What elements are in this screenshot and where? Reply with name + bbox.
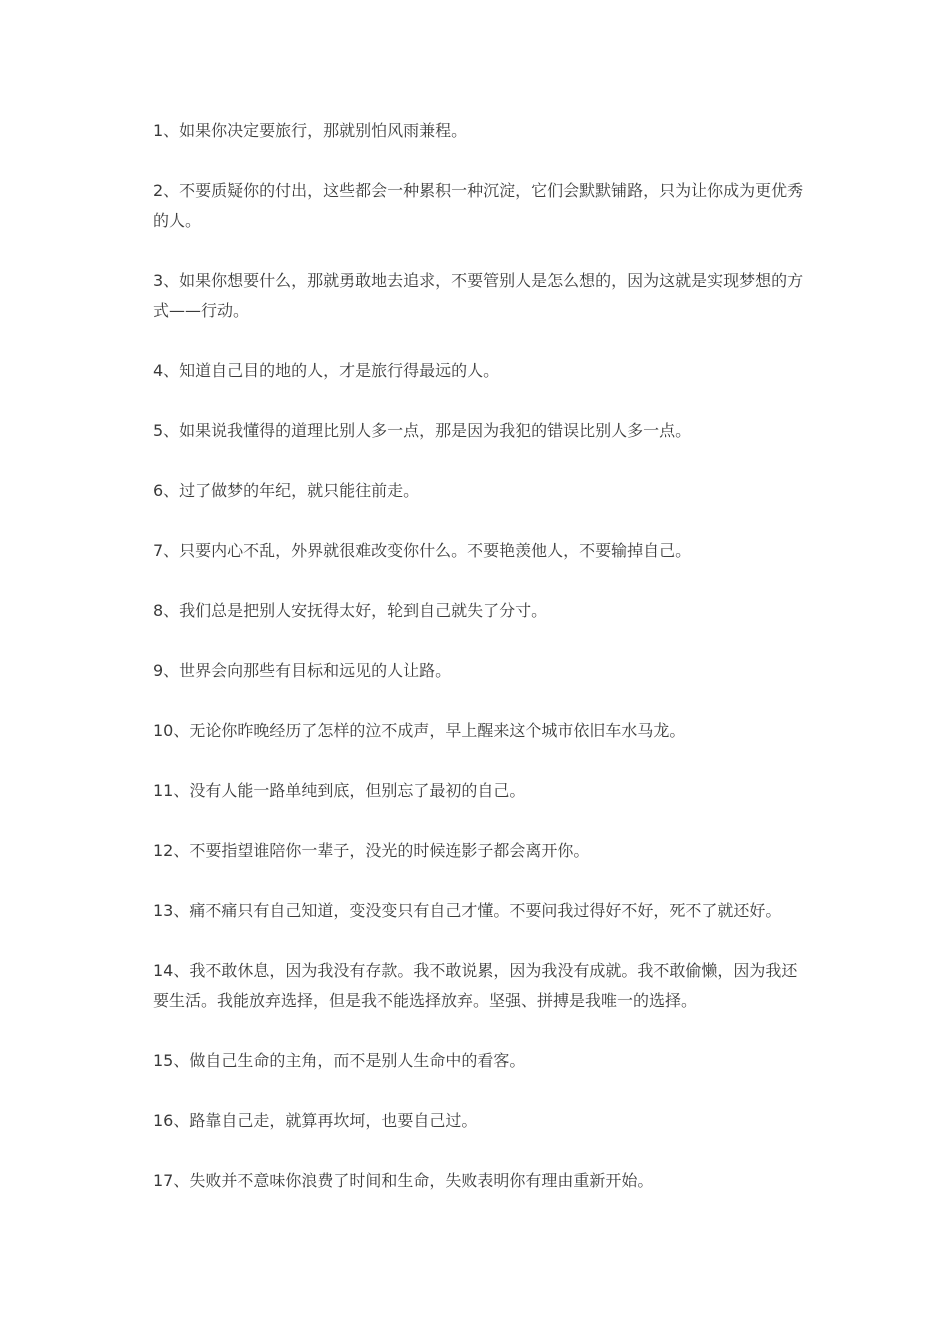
quote-item: 2、不要质疑你的付出，这些都会一种累积一种沉淀，它们会默默铺路，只为让你成为更优秀的人。 <box>153 181 804 230</box>
quote-item: 14、我不敢休息，因为我没有存款。我不敢说累，因为我没有成就。我不敢偷懒，因为我还要生活。我能放弃选择，但是我不能选择放弃。坚强、拼搏是我唯一的选择。 <box>153 961 798 1010</box>
quote-item: 8、我们总是把别人安抚得太好，轮到自己就失了分寸。 <box>153 601 548 620</box>
quote-item: 10、无论你昨晚经历了怎样的泣不成声，早上醒来这个城市依旧车水马龙。 <box>153 721 686 740</box>
quote-item: 9、世界会向那些有目标和远见的人让路。 <box>153 661 452 680</box>
quote-item: 3、如果你想要什么，那就勇敢地去追求，不要管别人是怎么想的，因为这就是实现梦想的方式——行动。 <box>153 271 804 320</box>
quote-item: 17、失败并不意味你浪费了时间和生命，失败表明你有理由重新开始。 <box>153 1171 654 1190</box>
quote-item: 11、没有人能一路单纯到底，但别忘了最初的自己。 <box>153 781 526 800</box>
quote-list <box>153 116 813 1226</box>
quote-item: 4、知道自己目的地的人，才是旅行得最远的人。 <box>153 361 500 380</box>
quote-item: 1、如果你决定要旅行，那就别怕风雨兼程。 <box>153 121 468 140</box>
quote-item: 7、只要内心不乱，外界就很难改变你什么。不要艳羡他人，不要输掉自己。 <box>153 541 692 560</box>
quote-item: 15、做自己生命的主角，而不是别人生命中的看客。 <box>153 1051 526 1070</box>
quote-item: 12、不要指望谁陪你一辈子，没光的时候连影子都会离开你。 <box>153 841 590 860</box>
quote-item: 16、路靠自己走，就算再坎坷，也要自己过。 <box>153 1111 478 1130</box>
quote-item: 5、如果说我懂得的道理比别人多一点，那是因为我犯的错误比别人多一点。 <box>153 421 692 440</box>
quote-item: 6、过了做梦的年纪，就只能往前走。 <box>153 481 420 500</box>
quote-item: 13、痛不痛只有自己知道，变没变只有自己才懂。不要问我过得好不好，死不了就还好。 <box>153 901 782 920</box>
